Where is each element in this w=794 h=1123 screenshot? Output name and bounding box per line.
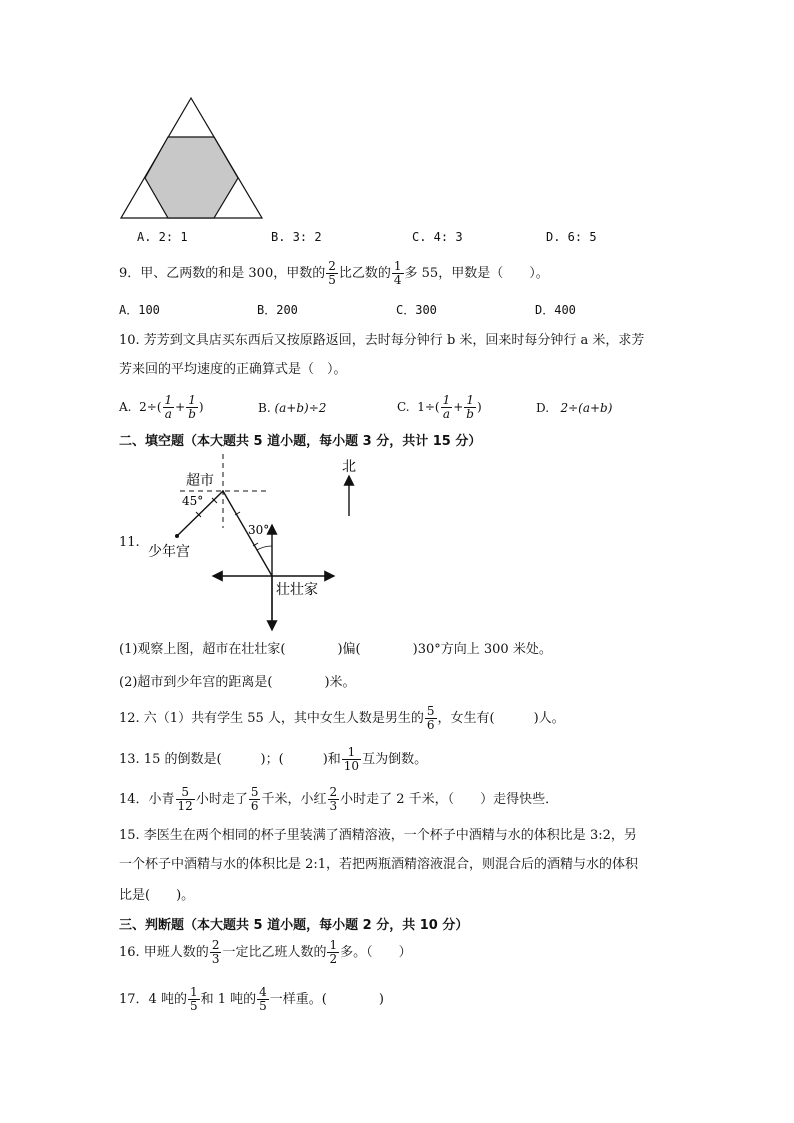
fraction: $\frac{1}{4}$ xyxy=(393,259,402,287)
angle-45-label: 45° xyxy=(182,494,204,508)
q9-text: 比乙数的 xyxy=(338,266,391,281)
q11-number: 11. xyxy=(119,535,140,550)
question-14: 14．小青 $\frac{5}{12}$ 小时走了 $\frac{5}{6}$ 千米，小红 $\frac{2}{3}$ 小时走了 2 千米，（ ）走得快些． xyxy=(119,785,559,813)
youth-palace-label: 少年宫 xyxy=(148,544,190,560)
q10-option-d[interactable]: D. 2÷(a+b) xyxy=(536,401,613,415)
home-label: 壮壮家 xyxy=(276,582,318,598)
section-3-title: 三、判断题（本大题共 5 道小题，每小题 2 分，共 10 分） xyxy=(119,918,469,933)
triangle-hexagon-figure xyxy=(118,96,266,222)
q8-option-c[interactable]: C. 4: 3 xyxy=(412,230,463,244)
q8-option-d[interactable]: D. 6: 5 xyxy=(546,230,597,244)
q10-option-a[interactable]: A. 2÷( $\frac{1}{a}$ + $\frac{1}{b}$ ) xyxy=(119,393,204,421)
question-9 xyxy=(119,260,549,287)
fraction: $\frac{2}{5}$ xyxy=(328,259,336,287)
supermarket-label: 超市 xyxy=(186,473,214,489)
q15-line-1: 15. 李医生在两个相同的杯子里装满了酒精溶液，一个杯子中酒精与水的体积比是 3:2，另 xyxy=(119,828,637,843)
q15-line-2: 一个杯子中酒精与水的体积比是 2:1，若把两瓶酒精溶液混合，则混合后的酒精与水的体积 xyxy=(119,857,639,872)
q10-option-c[interactable]: C. 1÷( $\frac{1}{a}$ + $\frac{1}{b}$ ) xyxy=(397,393,482,421)
north-label: 北 xyxy=(342,459,356,475)
angle-30-arc xyxy=(257,546,272,550)
question-12: 12. 六（1）共有学生 55 人，其中女生人数是男生的 $\frac{5}{6}$ ，女生有( )人。 xyxy=(119,704,565,732)
question-17: 17．4 吨的 $\frac{1}{5}$ 和 1 吨的 $\frac{4}{5}$ 一样重。( ) xyxy=(119,985,384,1013)
q8-option-b[interactable]: B. 3: 2 xyxy=(271,230,322,244)
q8-option-a[interactable]: A. 2: 1 xyxy=(137,230,188,244)
q11-sub-2: (2)超市到少年宫的距离是( )米。 xyxy=(119,675,356,690)
q9-option-c[interactable]: C．300 xyxy=(396,303,437,317)
question-13: 13. 15 的倒数是( )；( )和 $\frac{1}{10}$ 互为倒数。 xyxy=(119,745,428,773)
q15-line-3: 比是( )。 xyxy=(119,888,195,903)
angle-30-label: 30° xyxy=(248,523,270,537)
youth-palace-point xyxy=(175,534,179,538)
q10-option-b[interactable]: B. (a+b)÷2 xyxy=(258,401,327,415)
q9-text: 9．甲、乙两数的和是 300，甲数的 xyxy=(119,266,326,281)
q9-text: 多 55，甲数是（ ）。 xyxy=(404,266,549,281)
direction-diagram xyxy=(140,450,380,635)
q10-line-2: 芳来回的平均速度的正确算式是（ ）。 xyxy=(119,362,347,377)
question-16: 16. 甲班人数的 $\frac{2}{3}$ 一定比乙班人数的 $\frac{1}{2}$ 多。（ ） xyxy=(119,938,412,966)
q10-line-1: 10. 芳芳到文具店买东西后又按原路返回，去时每分钟行 b 米，回来时每分钟行 a 米，求芳 xyxy=(119,333,645,348)
q9-option-b[interactable]: B．200 xyxy=(257,303,298,317)
q9-option-d[interactable]: D．400 xyxy=(535,303,576,317)
q9-option-a[interactable]: A．100 xyxy=(119,303,160,317)
section-2-title: 二、填空题（本大题共 5 道小题，每小题 3 分，共计 15 分） xyxy=(119,434,482,449)
q11-sub-1: (1)观察上图，超市在壮壮家( )偏( )30°方向上 300 米处。 xyxy=(119,642,552,657)
